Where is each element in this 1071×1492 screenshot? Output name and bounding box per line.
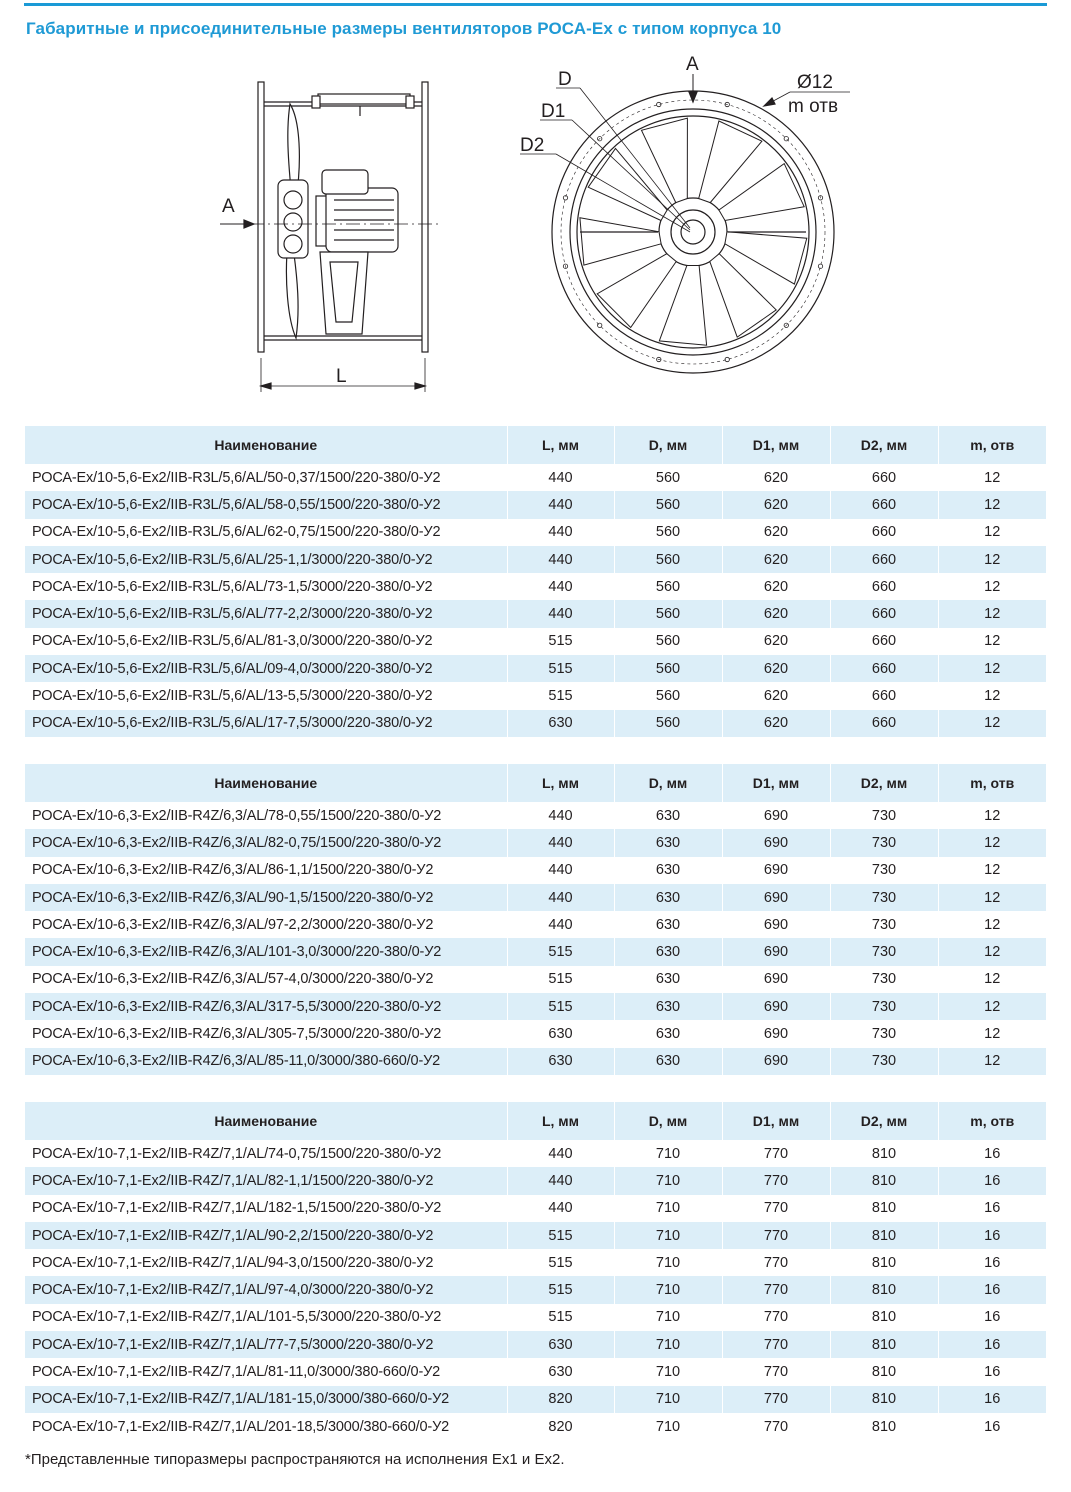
cell-d2: 810: [830, 1195, 938, 1222]
cell-l: 820: [507, 1413, 614, 1440]
bolt-hole: [563, 196, 567, 200]
cell-m: 12: [938, 546, 1046, 573]
col-header-d2: D2, мм: [830, 426, 938, 464]
cell-name: РОСА-Ex/10-7,1-Ex2/IIB-R4Z/7,1/AL/101-5,5/3000/220-380/0-У2: [25, 1304, 507, 1331]
cell-d1: 620: [722, 491, 830, 518]
cell-d: 630: [614, 993, 722, 1020]
cell-d1: 690: [722, 829, 830, 856]
cell-d: 560: [614, 628, 722, 655]
front-view-drawing: [520, 74, 850, 373]
col-header-m: m, отв: [938, 426, 1046, 464]
cell-d: 630: [614, 1048, 722, 1075]
cell-m: 12: [938, 966, 1046, 993]
cell-d: 710: [614, 1304, 722, 1331]
cell-name: РОСА-Ex/10-7,1-Ex2/IIB-R4Z/7,1/AL/74-0,75/1500/220-380/0-У2: [25, 1140, 507, 1167]
cell-name: РОСА-Ex/10-6,3-Ex2/IIB-R4Z/6,3/AL/101-3,0/3000/220-380/0-У2: [25, 938, 507, 965]
cell-l: 440: [507, 1167, 614, 1194]
cell-d2: 810: [830, 1140, 938, 1167]
cell-d1: 770: [722, 1413, 830, 1440]
cell-m: 16: [938, 1195, 1046, 1222]
cell-d: 560: [614, 655, 722, 682]
cell-l: 440: [507, 1140, 614, 1167]
cell-d: 710: [614, 1167, 722, 1194]
table-row: [25, 857, 1046, 884]
cell-m: 12: [938, 628, 1046, 655]
cell-l: 630: [507, 710, 614, 737]
cell-d1: 770: [722, 1249, 830, 1276]
cell-m: 16: [938, 1304, 1046, 1331]
cell-d1: 620: [722, 628, 830, 655]
cell-m: 16: [938, 1358, 1046, 1385]
cell-d1: 770: [722, 1331, 830, 1358]
table-row: [25, 628, 1046, 655]
cell-l: 440: [507, 1195, 614, 1222]
cell-m: 16: [938, 1167, 1046, 1194]
cell-d1: 770: [722, 1386, 830, 1413]
table-row: [25, 938, 1046, 965]
cell-d2: 730: [830, 911, 938, 938]
cell-d2: 730: [830, 802, 938, 829]
col-header-d1: D1, мм: [722, 1102, 830, 1140]
cell-m: 16: [938, 1140, 1046, 1167]
cell-d: 630: [614, 802, 722, 829]
cell-d: 560: [614, 682, 722, 709]
cell-d1: 690: [722, 938, 830, 965]
cell-d2: 660: [830, 628, 938, 655]
front-view-arrow-label: A: [686, 54, 699, 75]
cell-d2: 730: [830, 938, 938, 965]
cell-m: 12: [938, 1048, 1046, 1075]
cell-l: 820: [507, 1386, 614, 1413]
col-header-d: D, мм: [614, 426, 722, 464]
table-header-row: [25, 764, 1046, 802]
cell-name: РОСА-Ex/10-7,1-Ex2/IIB-R4Z/7,1/AL/90-2,2/1500/220-380/0-У2: [25, 1222, 507, 1249]
cell-m: 12: [938, 710, 1046, 737]
cell-d: 630: [614, 829, 722, 856]
cell-l: 440: [507, 911, 614, 938]
cell-d: 560: [614, 710, 722, 737]
cell-m: 12: [938, 682, 1046, 709]
cell-d2: 660: [830, 655, 938, 682]
cell-d2: 810: [830, 1304, 938, 1331]
cell-d1: 620: [722, 600, 830, 627]
cell-d: 630: [614, 938, 722, 965]
fan-drawings-svg: [0, 40, 1071, 420]
fan-blade: [659, 266, 706, 346]
cell-name: РОСА-Ex/10-5,6-Ex2/IIB-R3L/5,6/AL/13-5,5/3000/220-380/0-У2: [25, 682, 507, 709]
cell-d: 560: [614, 519, 722, 546]
cell-d1: 770: [722, 1167, 830, 1194]
cell-m: 12: [938, 464, 1046, 491]
cell-d1: 620: [722, 710, 830, 737]
cell-name: РОСА-Ex/10-5,6-Ex2/IIB-R3L/5,6/AL/62-0,75/1500/220-380/0-У2: [25, 519, 507, 546]
bolt-hole: [818, 264, 822, 268]
cell-l: 515: [507, 1304, 614, 1331]
cell-l: 440: [507, 884, 614, 911]
cell-d: 710: [614, 1249, 722, 1276]
cell-d1: 770: [722, 1358, 830, 1385]
cell-d1: 620: [722, 655, 830, 682]
table-row: [25, 600, 1046, 627]
cell-name: РОСА-Ex/10-5,6-Ex2/IIB-R3L/5,6/AL/50-0,37/1500/220-380/0-У2: [25, 464, 507, 491]
side-view-drawing: [220, 82, 440, 392]
cell-d2: 810: [830, 1167, 938, 1194]
cell-d1: 620: [722, 573, 830, 600]
dimensions-table-7-1: [25, 1102, 1046, 1440]
cell-d2: 660: [830, 573, 938, 600]
cell-d2: 810: [830, 1249, 938, 1276]
cell-d1: 690: [722, 1048, 830, 1075]
table-row: [25, 1249, 1046, 1276]
cell-l: 630: [507, 1020, 614, 1047]
col-header-d1: D1, мм: [722, 426, 830, 464]
cell-name: РОСА-Ex/10-6,3-Ex2/IIB-R4Z/6,3/AL/82-0,75/1500/220-380/0-У2: [25, 829, 507, 856]
cell-d: 710: [614, 1140, 722, 1167]
cell-d2: 660: [830, 546, 938, 573]
col-header-d1: D1, мм: [722, 764, 830, 802]
dimensions-table-5-6: [25, 426, 1046, 737]
cell-d1: 690: [722, 993, 830, 1020]
table-row: [25, 1358, 1046, 1385]
cell-l: 440: [507, 573, 614, 600]
col-header-d: D, мм: [614, 1102, 722, 1140]
cell-name: РОСА-Ex/10-6,3-Ex2/IIB-R4Z/6,3/AL/90-1,5/1500/220-380/0-У2: [25, 884, 507, 911]
cell-d2: 660: [830, 710, 938, 737]
cell-d: 630: [614, 911, 722, 938]
cell-name: РОСА-Ex/10-7,1-Ex2/IIB-R4Z/7,1/AL/182-1,5/1500/220-380/0-У2: [25, 1195, 507, 1222]
col-header-d: D, мм: [614, 764, 722, 802]
cell-d: 630: [614, 1020, 722, 1047]
cell-d2: 730: [830, 1020, 938, 1047]
cell-l: 515: [507, 1249, 614, 1276]
bolt-hole: [784, 137, 788, 141]
cell-name: РОСА-Ex/10-7,1-Ex2/IIB-R4Z/7,1/AL/201-18,5/3000/380-660/0-У2: [25, 1413, 507, 1440]
cell-l: 515: [507, 1276, 614, 1303]
table-header-row: [25, 426, 1046, 464]
cell-d1: 770: [722, 1195, 830, 1222]
cell-name: РОСА-Ex/10-7,1-Ex2/IIB-R4Z/7,1/AL/82-1,1/1500/220-380/0-У2: [25, 1167, 507, 1194]
table-row: [25, 655, 1046, 682]
cell-d2: 660: [830, 519, 938, 546]
col-header-d2: D2, мм: [830, 764, 938, 802]
cell-d2: 660: [830, 600, 938, 627]
cell-d1: 690: [722, 884, 830, 911]
cell-m: 12: [938, 802, 1046, 829]
table-row: [25, 993, 1046, 1020]
col-header-name: Наименование: [25, 764, 507, 802]
cell-name: РОСА-Ex/10-5,6-Ex2/IIB-R3L/5,6/AL/17-7,5/3000/220-380/0-У2: [25, 710, 507, 737]
cell-m: 12: [938, 938, 1046, 965]
cell-d: 560: [614, 546, 722, 573]
table-row: [25, 1048, 1046, 1075]
cell-name: РОСА-Ex/10-5,6-Ex2/IIB-R3L/5,6/AL/81-3,0/3000/220-380/0-У2: [25, 628, 507, 655]
cell-d2: 810: [830, 1413, 938, 1440]
cell-l: 515: [507, 655, 614, 682]
cell-l: 630: [507, 1048, 614, 1075]
table-row: [25, 1276, 1046, 1303]
cell-d2: 730: [830, 829, 938, 856]
col-header-m: m, отв: [938, 764, 1046, 802]
cell-d2: 730: [830, 993, 938, 1020]
table-row: [25, 710, 1046, 737]
table-row: [25, 911, 1046, 938]
side-view-arrow-label: A: [222, 196, 235, 217]
cell-d1: 770: [722, 1140, 830, 1167]
table-row: [25, 573, 1046, 600]
cell-name: РОСА-Ex/10-6,3-Ex2/IIB-R4Z/6,3/AL/97-2,2/3000/220-380/0-У2: [25, 911, 507, 938]
diameter-d2-label: D2: [520, 135, 545, 156]
cell-d: 710: [614, 1413, 722, 1440]
table-row: [25, 464, 1046, 491]
cell-m: 12: [938, 519, 1046, 546]
length-dimension-label: L: [336, 366, 347, 387]
table-row: [25, 1020, 1046, 1047]
cell-d: 630: [614, 884, 722, 911]
hole-diameter-label: Ø12: [797, 72, 833, 93]
bolt-hole: [657, 102, 661, 106]
cell-name: РОСА-Ex/10-6,3-Ex2/IIB-R4Z/6,3/AL/305-7,5/3000/220-380/0-У2: [25, 1020, 507, 1047]
cell-d: 710: [614, 1195, 722, 1222]
cell-d: 560: [614, 491, 722, 518]
technical-drawings: [0, 40, 1071, 420]
cell-d1: 620: [722, 519, 830, 546]
cell-d2: 660: [830, 491, 938, 518]
cell-m: 12: [938, 829, 1046, 856]
table-row: [25, 491, 1046, 518]
cell-m: 12: [938, 491, 1046, 518]
cell-m: 16: [938, 1413, 1046, 1440]
col-header-l: L, мм: [507, 1102, 614, 1140]
cell-m: 12: [938, 1020, 1046, 1047]
table-row: [25, 1195, 1046, 1222]
cell-d2: 660: [830, 682, 938, 709]
cell-d: 710: [614, 1276, 722, 1303]
holes-count-label: m отв: [788, 96, 839, 117]
cell-l: 440: [507, 491, 614, 518]
cell-d2: 810: [830, 1386, 938, 1413]
table-row: [25, 829, 1046, 856]
cell-m: 16: [938, 1276, 1046, 1303]
cell-name: РОСА-Ex/10-7,1-Ex2/IIB-R4Z/7,1/AL/94-3,0/1500/220-380/0-У2: [25, 1249, 507, 1276]
diameter-d-label: D: [558, 69, 572, 90]
cell-m: 12: [938, 911, 1046, 938]
cell-l: 440: [507, 829, 614, 856]
footnote: *Представленные типоразмеры распространяются на исполнения Ех1 и Ех2.: [25, 1451, 565, 1468]
col-header-d2: D2, мм: [830, 1102, 938, 1140]
table-row: [25, 519, 1046, 546]
cell-m: 12: [938, 884, 1046, 911]
cell-l: 515: [507, 938, 614, 965]
table-row: [25, 546, 1046, 573]
cell-d2: 730: [830, 884, 938, 911]
cell-name: РОСА-Ex/10-5,6-Ex2/IIB-R3L/5,6/AL/09-4,0/3000/220-380/0-У2: [25, 655, 507, 682]
table-row: [25, 1167, 1046, 1194]
fan-blade: [597, 254, 676, 328]
cell-d2: 810: [830, 1331, 938, 1358]
cell-l: 440: [507, 802, 614, 829]
table-row: [25, 1222, 1046, 1249]
cell-d2: 730: [830, 857, 938, 884]
table-row: [25, 682, 1046, 709]
cell-m: 16: [938, 1249, 1046, 1276]
dimensions-table-6-3: [25, 764, 1046, 1075]
cell-l: 515: [507, 1222, 614, 1249]
cell-l: 440: [507, 857, 614, 884]
cell-name: РОСА-Ex/10-6,3-Ex2/IIB-R4Z/6,3/AL/78-0,55/1500/220-380/0-У2: [25, 802, 507, 829]
diameter-d1-label: D1: [541, 101, 566, 122]
cell-d2: 660: [830, 464, 938, 491]
table-row: [25, 884, 1046, 911]
cell-m: 12: [938, 655, 1046, 682]
cell-name: РОСА-Ex/10-7,1-Ex2/IIB-R4Z/7,1/AL/81-11,0/3000/380-660/0-У2: [25, 1358, 507, 1385]
cell-m: 12: [938, 573, 1046, 600]
cell-d1: 770: [722, 1222, 830, 1249]
cell-name: РОСА-Ex/10-6,3-Ex2/IIB-R4Z/6,3/AL/85-11,0/3000/380-660/0-У2: [25, 1048, 507, 1075]
cell-name: РОСА-Ex/10-7,1-Ex2/IIB-R4Z/7,1/AL/77-7,5/3000/220-380/0-У2: [25, 1331, 507, 1358]
col-header-l: L, мм: [507, 764, 614, 802]
cell-m: 12: [938, 993, 1046, 1020]
col-header-name: Наименование: [25, 426, 507, 464]
cell-d1: 690: [722, 911, 830, 938]
cell-d2: 730: [830, 966, 938, 993]
cell-l: 515: [507, 682, 614, 709]
cell-d1: 770: [722, 1276, 830, 1303]
cell-d: 630: [614, 966, 722, 993]
cell-name: РОСА-Ex/10-5,6-Ex2/IIB-R3L/5,6/AL/77-2,2/3000/220-380/0-У2: [25, 600, 507, 627]
cell-d2: 810: [830, 1222, 938, 1249]
col-header-l: L, мм: [507, 426, 614, 464]
bolt-hole: [725, 357, 729, 361]
cell-name: РОСА-Ex/10-5,6-Ex2/IIB-R3L/5,6/AL/25-1,1/3000/220-380/0-У2: [25, 546, 507, 573]
table-row: [25, 1304, 1046, 1331]
fan-blade: [580, 218, 661, 265]
cell-d1: 690: [722, 857, 830, 884]
table-header-row: [25, 1102, 1046, 1140]
cell-d: 560: [614, 573, 722, 600]
cell-m: 16: [938, 1331, 1046, 1358]
cell-m: 12: [938, 600, 1046, 627]
bolt-hole: [598, 323, 602, 327]
cell-name: РОСА-Ex/10-5,6-Ex2/IIB-R3L/5,6/AL/73-1,5/3000/220-380/0-У2: [25, 573, 507, 600]
cell-name: РОСА-Ex/10-6,3-Ex2/IIB-R4Z/6,3/AL/86-1,1/1500/220-380/0-У2: [25, 857, 507, 884]
col-header-name: Наименование: [25, 1102, 507, 1140]
table-row: [25, 802, 1046, 829]
cell-d: 710: [614, 1358, 722, 1385]
cell-d1: 690: [722, 966, 830, 993]
cell-d1: 620: [722, 546, 830, 573]
cell-d1: 620: [722, 682, 830, 709]
cell-l: 630: [507, 1358, 614, 1385]
cell-d1: 620: [722, 464, 830, 491]
cell-d1: 770: [722, 1304, 830, 1331]
cell-m: 16: [938, 1222, 1046, 1249]
cell-d2: 810: [830, 1276, 938, 1303]
cell-name: РОСА-Ex/10-7,1-Ex2/IIB-R4Z/7,1/AL/97-4,0/3000/220-380/0-У2: [25, 1276, 507, 1303]
cell-m: 12: [938, 857, 1046, 884]
cell-d2: 730: [830, 1048, 938, 1075]
cell-d1: 690: [722, 1020, 830, 1047]
page-title: Габаритные и присоединительные размеры вентиляторов РОСА-Ех с типом корпуса 10: [26, 19, 782, 38]
cell-name: РОСА-Ex/10-6,3-Ex2/IIB-R4Z/6,3/AL/317-5,5/3000/220-380/0-У2: [25, 993, 507, 1020]
table-row: [25, 1140, 1046, 1167]
cell-d: 560: [614, 600, 722, 627]
table-row: [25, 966, 1046, 993]
top-accent-line: [24, 3, 1047, 6]
cell-d: 630: [614, 857, 722, 884]
cell-l: 440: [507, 600, 614, 627]
cell-name: РОСА-Ex/10-7,1-Ex2/IIB-R4Z/7,1/AL/181-15,0/3000/380-660/0-У2: [25, 1386, 507, 1413]
cell-m: 16: [938, 1386, 1046, 1413]
cell-l: 630: [507, 1331, 614, 1358]
cell-l: 440: [507, 519, 614, 546]
cell-d: 710: [614, 1386, 722, 1413]
cell-d2: 810: [830, 1358, 938, 1385]
cell-d1: 690: [722, 802, 830, 829]
cell-l: 440: [507, 546, 614, 573]
table-row: [25, 1413, 1046, 1440]
cell-d: 710: [614, 1222, 722, 1249]
cell-d: 560: [614, 464, 722, 491]
cell-l: 515: [507, 966, 614, 993]
cell-l: 440: [507, 464, 614, 491]
cell-l: 515: [507, 993, 614, 1020]
table-row: [25, 1331, 1046, 1358]
cell-name: РОСА-Ex/10-6,3-Ex2/IIB-R4Z/6,3/AL/57-4,0/3000/220-380/0-У2: [25, 966, 507, 993]
table-row: [25, 1386, 1046, 1413]
cell-name: РОСА-Ex/10-5,6-Ex2/IIB-R3L/5,6/AL/58-0,55/1500/220-380/0-У2: [25, 491, 507, 518]
col-header-m: m, отв: [938, 1102, 1046, 1140]
cell-l: 515: [507, 628, 614, 655]
cell-d: 710: [614, 1331, 722, 1358]
